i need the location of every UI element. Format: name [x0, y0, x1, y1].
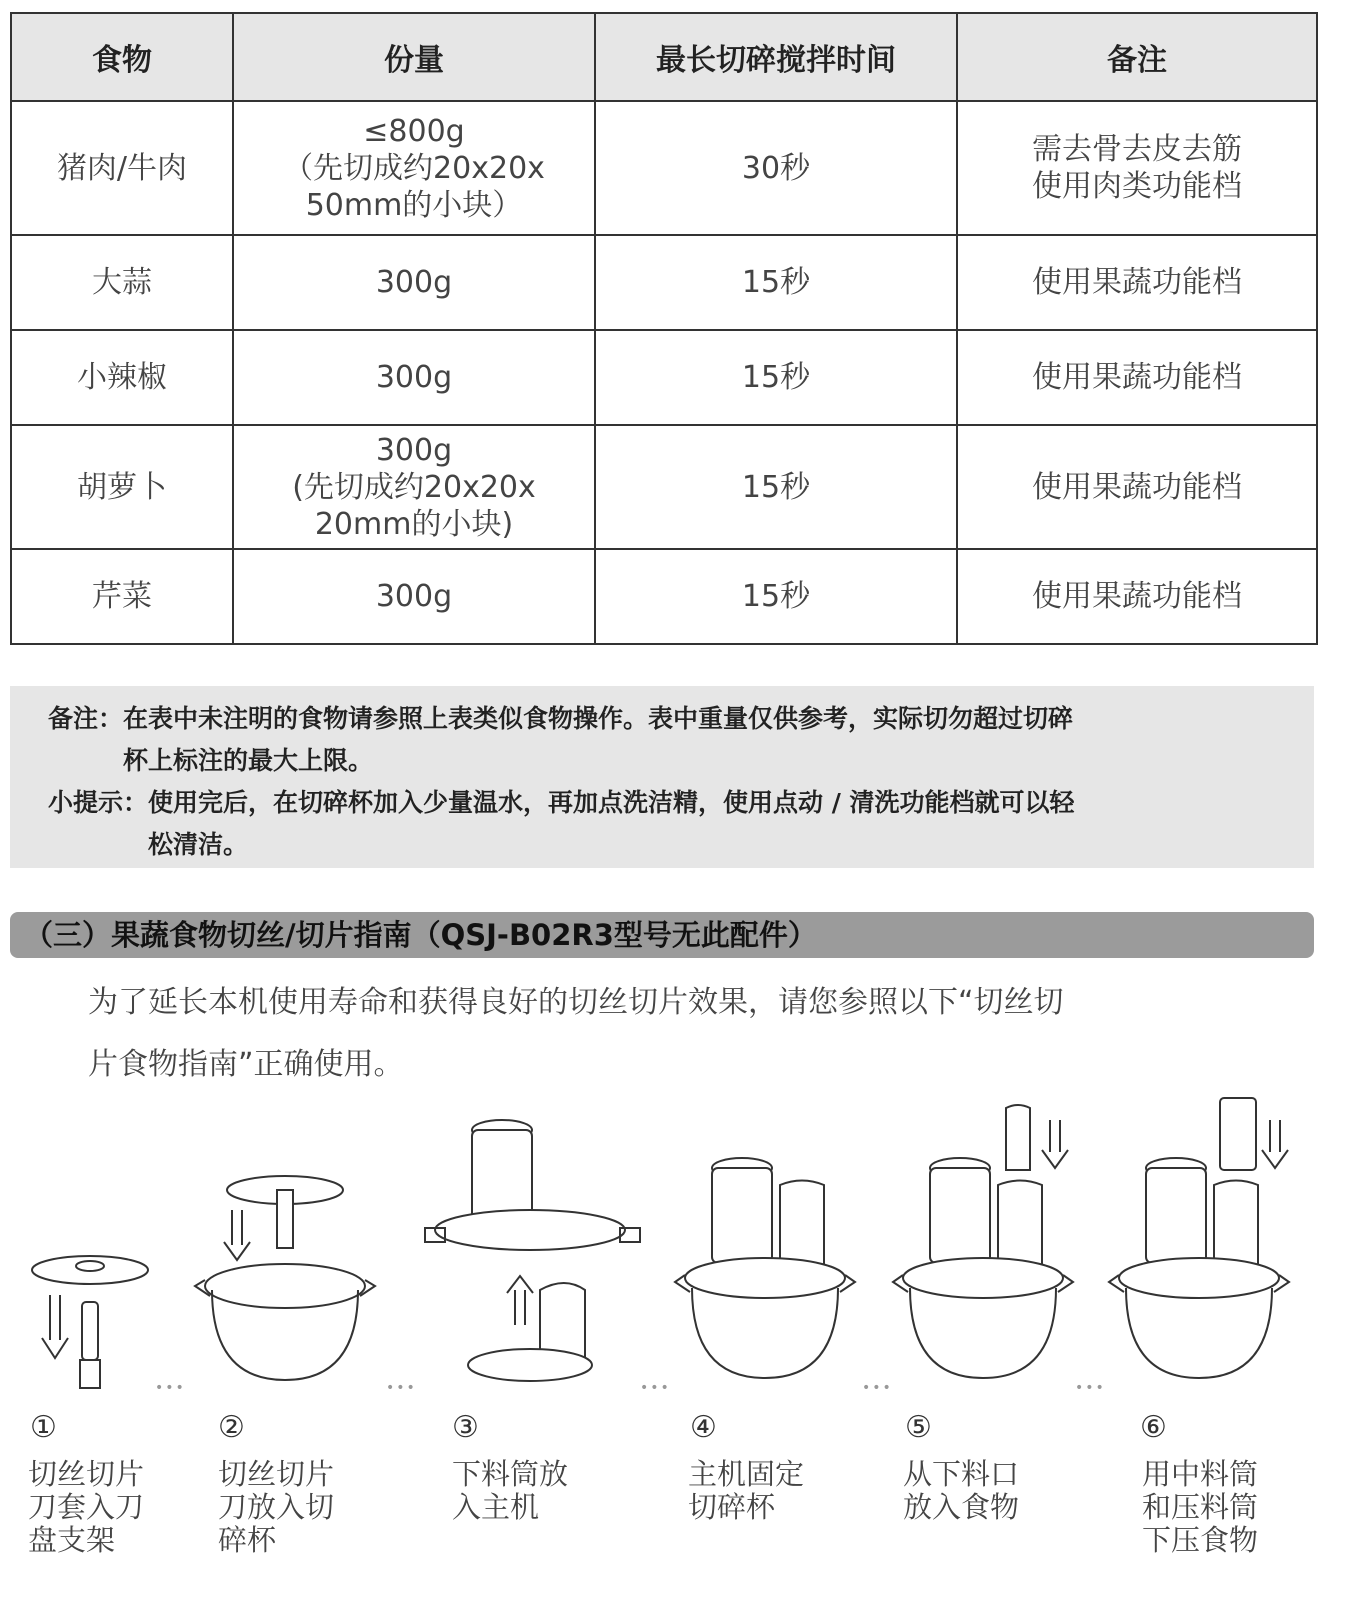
step-label-line: 碎杯: [218, 1523, 277, 1557]
step-label-line: 入主机: [452, 1490, 540, 1524]
header-food: 食物: [11, 13, 233, 101]
step4-illustration: [675, 1158, 855, 1378]
step-separator-dots: •••: [640, 1380, 671, 1396]
note-cell: 使用果蔬功能档: [957, 235, 1317, 330]
step2-illustration: [195, 1176, 375, 1380]
note-cell: 使用果蔬功能档: [957, 425, 1317, 549]
step-label: [452, 1458, 592, 1524]
time-cell: 30秒: [595, 101, 957, 235]
amount-line: 50mm的小块）: [305, 187, 523, 223]
notes-box: [10, 686, 1314, 868]
food-guide-table: [10, 12, 1318, 645]
amount-line: 300g: [375, 432, 453, 468]
time-cell: 15秒: [595, 425, 957, 549]
amount-line: (先切成约20x20x: [292, 469, 536, 505]
amount-cell: 300g: [233, 549, 595, 644]
step-label-line: 下压食物: [1142, 1523, 1259, 1557]
tip-text: [148, 782, 1075, 866]
step-label: [903, 1458, 1043, 1524]
tip-label: 小提示：: [48, 788, 149, 817]
header-amount: 份量: [233, 13, 595, 101]
header-note: 备注: [957, 13, 1317, 101]
food-cell: 大蒜: [11, 235, 233, 330]
step-label: [218, 1458, 358, 1557]
step5-illustration: [893, 1105, 1073, 1378]
note-cell: 使用果蔬功能档: [957, 330, 1317, 425]
step-number: ⑥: [1140, 1410, 1167, 1445]
remark-line: 在表中未注明的食物请参照上表类似食物操作。表中重量仅供参考，实际切勿超过切碎: [123, 704, 1074, 733]
step3-illustration: [425, 1120, 640, 1381]
step-separator-dots: •••: [386, 1380, 417, 1396]
note-cell: 使用果蔬功能档: [957, 549, 1317, 644]
intro-line: 为了延长本机使用寿命和获得良好的切丝切片效果，请您参照以下“切丝切: [88, 985, 1064, 1020]
tip-line: 松清洁。: [148, 830, 249, 859]
note-line: 使用肉类功能档: [1032, 169, 1242, 204]
amount-line: 20mm的小块): [314, 506, 514, 542]
tip-line: 使用完后，在切碎杯加入少量温水，再加点洗洁精，使用点动 / 清洗功能档就可以轻: [148, 788, 1075, 817]
step-label-line: 刀套入刀: [28, 1490, 145, 1524]
step-label-line: 从下料口: [903, 1457, 1020, 1491]
table-row: [11, 235, 1317, 330]
step-separator-dots: •••: [155, 1380, 186, 1396]
amount-line: ≤800g: [363, 113, 465, 149]
step-label-line: 和压料筒: [1142, 1490, 1259, 1524]
step-label-line: 切碎杯: [688, 1490, 776, 1524]
step-label-line: 切丝切片: [218, 1457, 335, 1491]
assembly-illustrations: [0, 1090, 1354, 1400]
tip-note: [48, 782, 1314, 866]
step-label-line: 切丝切片: [28, 1457, 145, 1491]
section-title: （三）果蔬食物切丝/切片指南（QSJ-B02R3型号无此配件）: [10, 912, 1314, 958]
time-cell: 15秒: [595, 549, 957, 644]
step-separator-dots: •••: [1075, 1380, 1106, 1396]
food-cell: 芹菜: [11, 549, 233, 644]
section-intro: [88, 972, 1288, 1096]
step-label: [28, 1458, 168, 1557]
step-label-line: 用中料筒: [1142, 1457, 1259, 1491]
remark-line: 杯上标注的最大上限。: [123, 746, 374, 775]
time-cell: 15秒: [595, 235, 957, 330]
step1-illustration: [32, 1256, 148, 1388]
step-label: [1142, 1458, 1282, 1557]
table-row: [11, 549, 1317, 644]
step-label-line: 主机固定: [688, 1457, 805, 1491]
step-number: ②: [218, 1410, 245, 1445]
food-cell: 猪肉/牛肉: [11, 101, 233, 235]
step-number: ④: [690, 1410, 717, 1445]
amount-line: （先切成约20x20x: [283, 150, 545, 186]
food-cell: 小辣椒: [11, 330, 233, 425]
time-cell: 15秒: [595, 330, 957, 425]
note-line: 需去骨去皮去筋: [1032, 132, 1242, 167]
amount-cell: 300g: [233, 235, 595, 330]
amount-cell: [233, 101, 595, 235]
step-label-line: 刀放入切: [218, 1490, 335, 1524]
step-label-line: 下料筒放: [452, 1457, 569, 1491]
step-label-line: 放入食物: [903, 1490, 1020, 1524]
remark-label: 备注：: [48, 704, 124, 733]
remark-note: [48, 698, 1314, 782]
table-row: [11, 101, 1317, 235]
step-label: [688, 1458, 828, 1524]
intro-line: 片食物指南”正确使用。: [88, 1047, 404, 1082]
table-header-row: [11, 13, 1317, 101]
note-cell: [957, 101, 1317, 235]
table-row: [11, 425, 1317, 549]
food-cell: 胡萝卜: [11, 425, 233, 549]
step-number: ①: [30, 1410, 57, 1445]
step-label-line: 盘支架: [28, 1523, 116, 1557]
table-row: [11, 330, 1317, 425]
amount-cell: 300g: [233, 330, 595, 425]
step-number: ⑤: [905, 1410, 932, 1445]
remark-text: [123, 698, 1073, 782]
amount-cell: [233, 425, 595, 549]
step6-illustration: [1109, 1098, 1289, 1378]
step-separator-dots: •••: [862, 1380, 893, 1396]
header-time: 最长切碎搅拌时间: [595, 13, 957, 101]
step-number: ③: [452, 1410, 479, 1445]
